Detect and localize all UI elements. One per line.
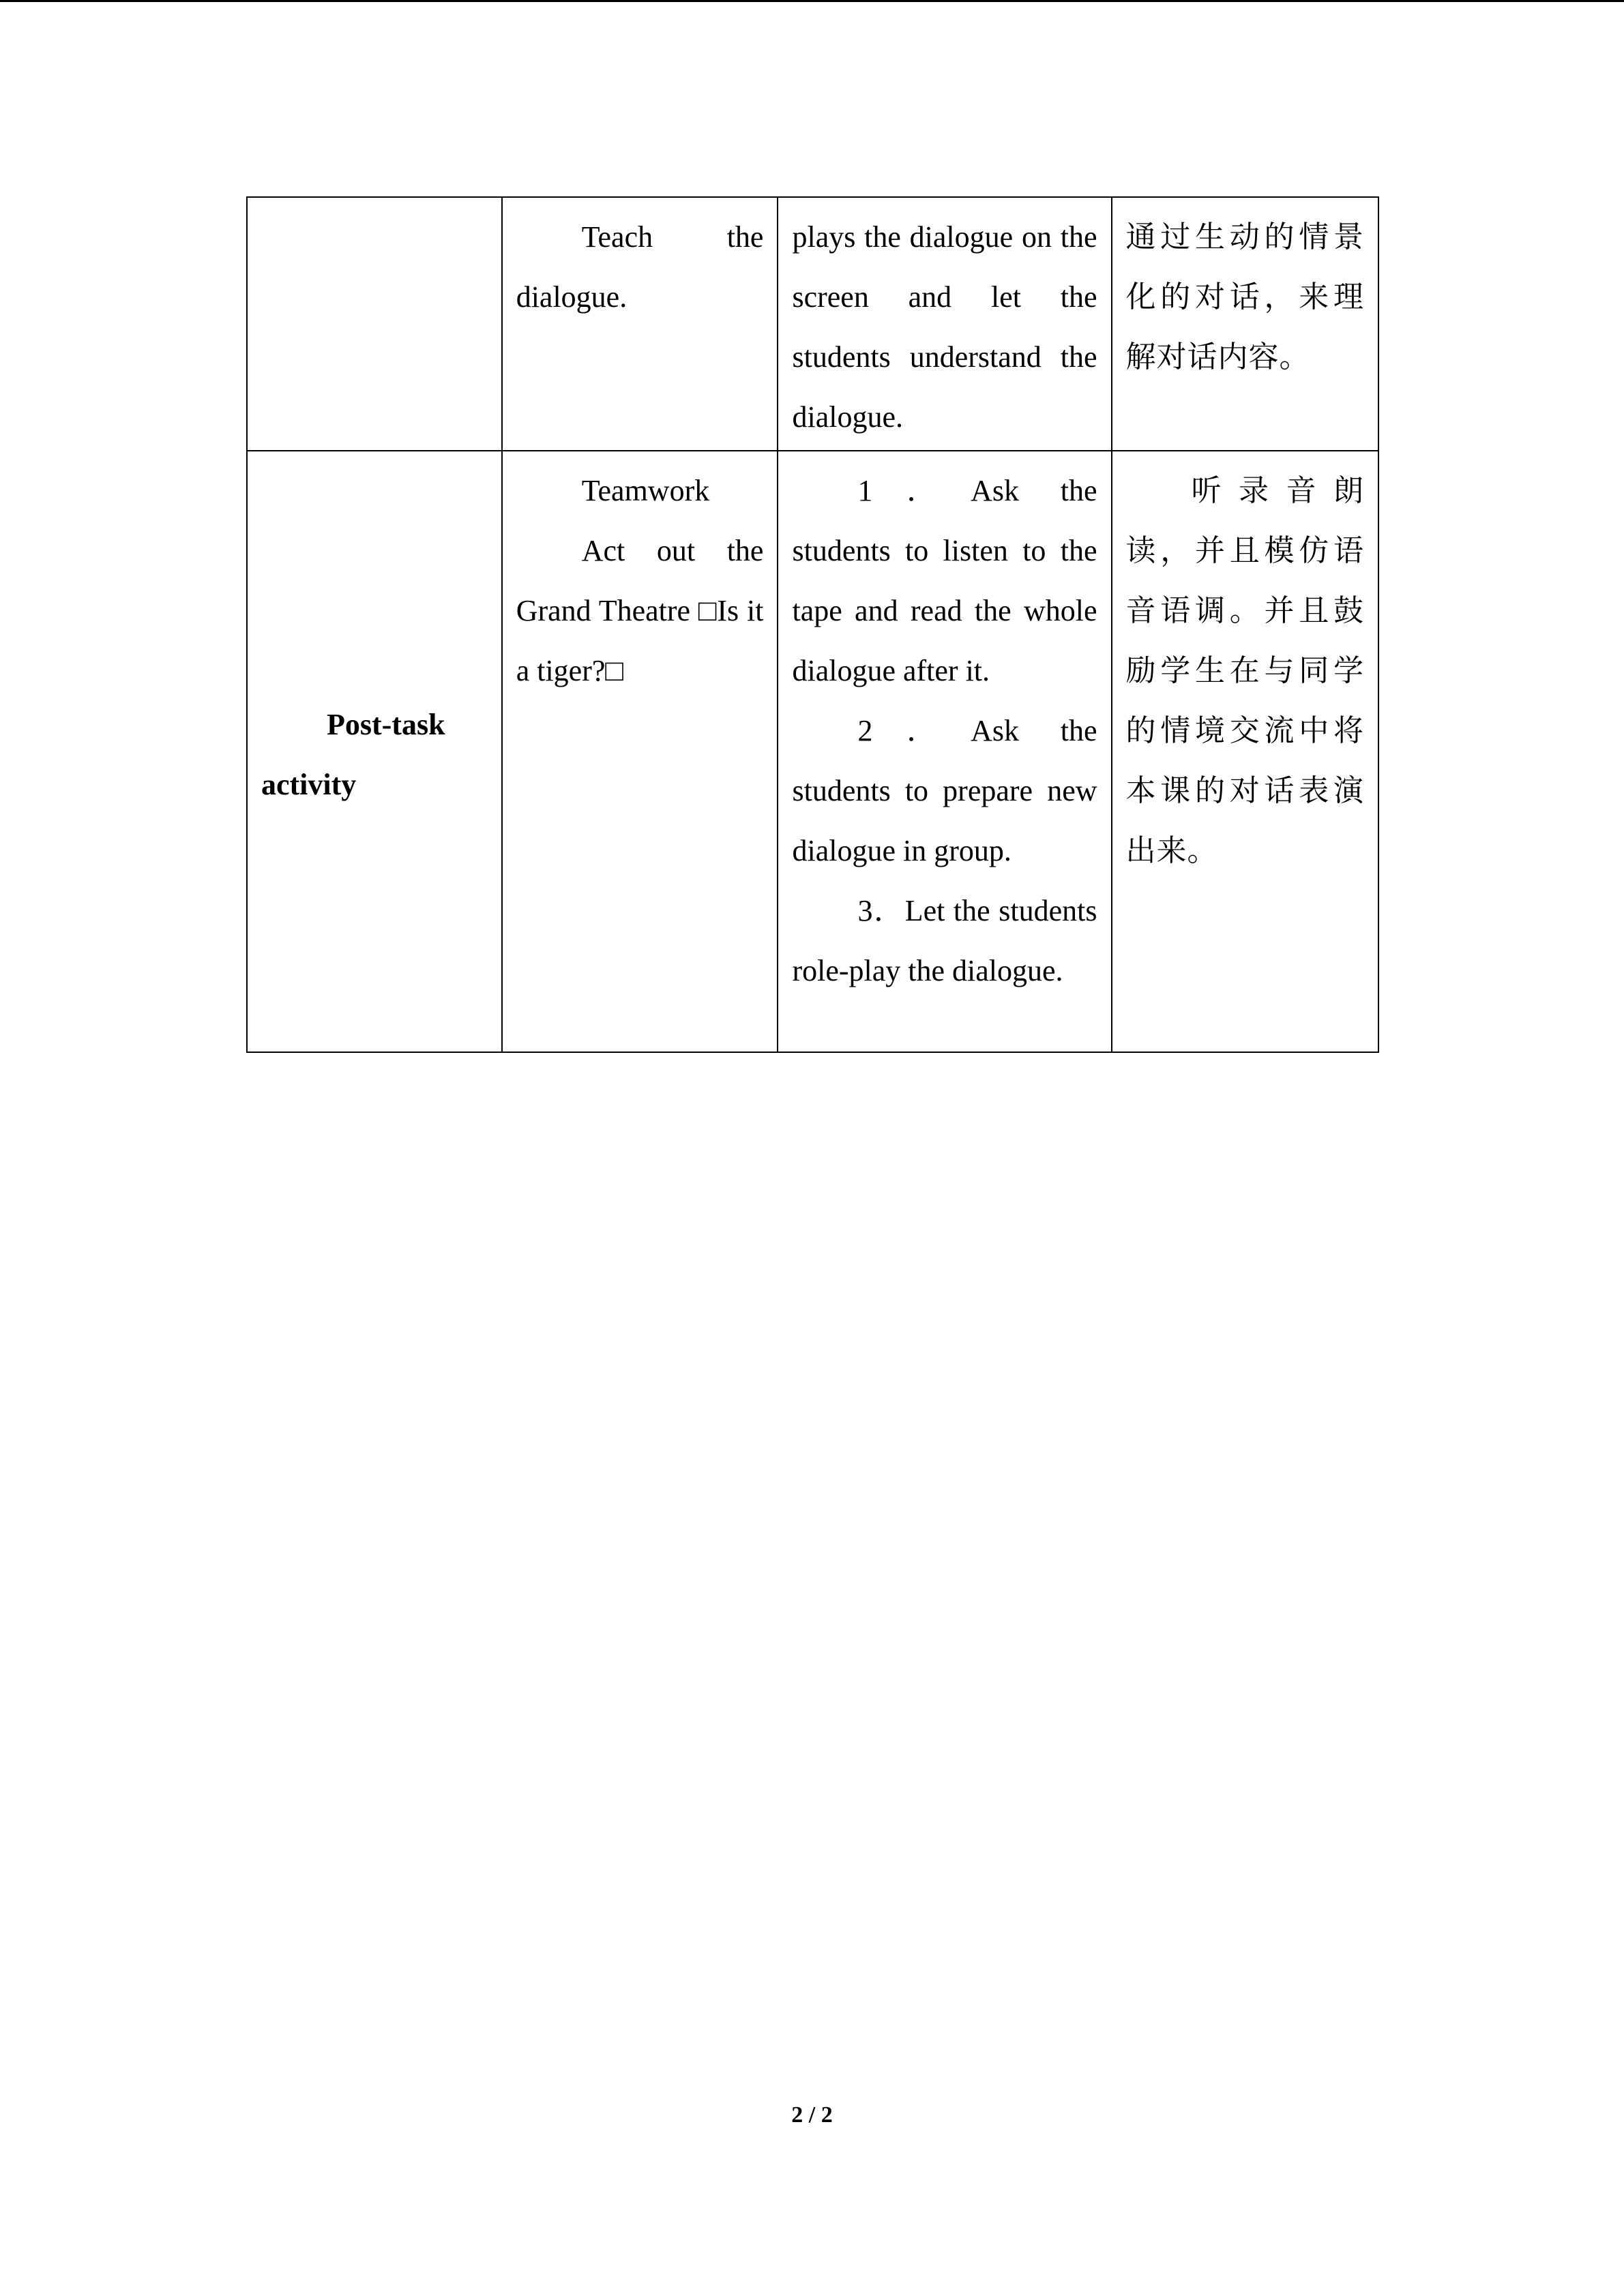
stage-cell bbox=[247, 197, 502, 451]
purpose-cell bbox=[1112, 197, 1378, 451]
stage-label: Post-task activity bbox=[261, 708, 445, 801]
purpose-text: 听录音朗读，并且模仿语音语调。并且鼓励学生在与同学的情境交流中将本课的对话表演出来。 bbox=[1125, 473, 1364, 868]
content-text: Act out the Grand Theatre □Is it a tiger?□ bbox=[516, 534, 764, 687]
teacher-activity-cell bbox=[778, 451, 1111, 1052]
teacher-activity-text: plays the dialogue on the screen and let the students understand the dialogue. bbox=[792, 220, 1097, 434]
purpose-cell bbox=[1112, 451, 1378, 1052]
page-top-border bbox=[0, 0, 1624, 2]
teacher-activity-cell bbox=[778, 197, 1111, 451]
teacher-activity-step: 3．Let the students role-play the dialogue. bbox=[792, 894, 1097, 987]
teacher-activity-step: 1．Ask the students to listen to the tape and read the whole dialogue after it. bbox=[792, 474, 1097, 687]
content-text: Teach the dialogue. bbox=[516, 220, 764, 314]
content-cell bbox=[502, 451, 778, 1052]
table-row bbox=[247, 197, 1378, 451]
purpose-text: 通过生动的情景化的对话，来理解对话内容。 bbox=[1125, 220, 1364, 374]
lesson-plan-table bbox=[246, 196, 1379, 1053]
table-row bbox=[247, 451, 1378, 1052]
content-cell bbox=[502, 197, 778, 451]
page-number: 2 / 2 bbox=[791, 2102, 833, 2128]
content-text: Teamwork bbox=[581, 474, 710, 507]
stage-cell bbox=[247, 451, 502, 1052]
teacher-activity-step: 2．Ask the students to prepare new dialogue in group. bbox=[792, 714, 1097, 867]
